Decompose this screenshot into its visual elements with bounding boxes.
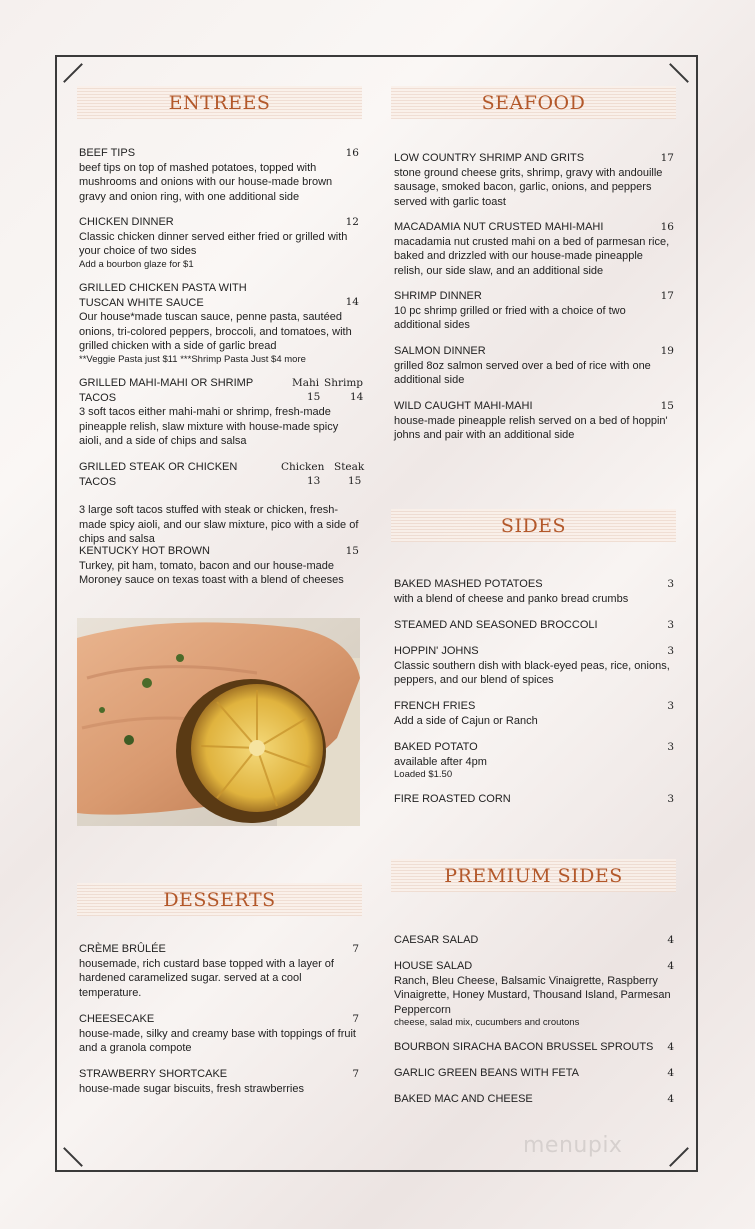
menu-item — [79, 544, 361, 588]
item-name: GRILLED MAHI-MAHI OR SHRIMP TACOS — [79, 377, 253, 404]
menu-item — [394, 792, 675, 807]
item-name: SHRIMP DINNER — [394, 290, 482, 302]
menu-item — [394, 220, 675, 278]
item-name: BAKED POTATO — [394, 741, 478, 753]
item-price: 17 — [660, 152, 674, 164]
menu-item — [79, 1067, 359, 1096]
item-description: house-made sugar biscuits, fresh strawberries — [79, 1082, 304, 1095]
item-note: Add a bourbon glaze for $1 — [79, 258, 194, 270]
option-label: Chicken — [281, 461, 325, 473]
menu-item — [394, 577, 675, 606]
menu-item — [79, 376, 364, 449]
sides-heading: SIDES — [391, 509, 676, 542]
menu-item — [394, 699, 675, 728]
item-name: SALMON DINNER — [394, 345, 486, 357]
item-name: GRILLED STEAK OR CHICKEN TACOS — [79, 461, 238, 488]
item-price: 4 — [667, 1093, 674, 1105]
item-price: 15 — [345, 545, 359, 557]
item-price: 15 — [660, 400, 674, 412]
menu-item — [79, 146, 359, 204]
item-price: 15 — [307, 391, 321, 403]
item-name: CHICKEN DINNER — [79, 216, 174, 228]
item-description: Ranch, Bleu Cheese, Balsamic Vinaigrette, Raspberry Vinaigrette, Honey Mustard, Thousand Island, Parmesan Peppercorn — [394, 974, 671, 1016]
item-price: 14 — [345, 296, 359, 308]
item-name: MACADAMIA NUT CRUSTED MAHI-MAHI — [394, 221, 604, 233]
option-label: Steak — [334, 461, 365, 473]
item-name: GARLIC GREEN BEANS WITH FETA — [394, 1067, 579, 1079]
item-description: house-made pineapple relish served on a bed of hoppin' johns and pair with an additional side — [394, 414, 668, 442]
menu-item — [394, 959, 675, 1029]
menu-item — [394, 1092, 675, 1107]
item-description: stone ground cheese grits, shrimp, gravy with andouille sausage, smoked bacon, garlic, onions, and peppers served with garlic toast — [394, 166, 663, 208]
item-name: WILD CAUGHT MAHI-MAHI — [394, 400, 533, 412]
item-note: **Veggie Pasta just $11 ***Shrimp Pasta Just $4 more — [79, 353, 306, 365]
item-name: CHEESECAKE — [79, 1013, 155, 1025]
item-price: 3 — [667, 700, 674, 712]
menu-item — [394, 344, 675, 388]
item-name: BOURBON SIRACHA BACON BRUSSEL SPROUTS — [394, 1041, 654, 1053]
item-description: house-made, silky and creamy base with toppings of fruit and a granola compote — [79, 1027, 356, 1055]
item-price: 16 — [345, 147, 359, 159]
item-name: STRAWBERRY SHORTCAKE — [79, 1068, 228, 1080]
item-description: available after 4pm — [394, 755, 487, 768]
item-price: 3 — [667, 578, 674, 590]
item-price: 4 — [667, 1041, 674, 1053]
item-price: 19 — [660, 345, 674, 357]
desserts-heading: DESSERTS — [77, 883, 362, 916]
item-name: HOUSE SALAD — [394, 960, 473, 972]
item-price: 4 — [667, 934, 674, 946]
item-description: housemade, rich custard base topped with a layer of hardened caramelized sugar. served at a cool temperature. — [79, 957, 334, 999]
option-label: Shrimp — [324, 377, 364, 389]
item-name: BAKED MASHED POTATOES — [394, 578, 543, 590]
item-description: grilled 8oz salmon served over a bed of rice with one additional side — [394, 359, 651, 387]
salmon-dish-photo — [77, 618, 360, 826]
item-name: LOW COUNTRY SHRIMP AND GRITS — [394, 152, 585, 164]
item-price: 3 — [667, 645, 674, 657]
item-description: 3 soft tacos either mahi-mahi or shrimp, fresh-made pineapple relish, slaw mixture with house-made spicy aioli, and a side of chips and salsa — [79, 406, 339, 448]
item-price: 14 — [350, 391, 364, 403]
item-name: BEEF TIPS — [79, 147, 136, 159]
menu-item — [394, 644, 675, 688]
item-description: Our house*made tuscan sauce, penne pasta, sautéed onions, tri-colored peppers, broccoli, and tomatoes, with grilled chicken with a side of garlic bread — [79, 311, 352, 353]
item-description: Add a side of Cajun or Ranch — [394, 714, 538, 727]
menu-item — [79, 942, 359, 1000]
menu-item — [394, 289, 675, 333]
menu-item — [394, 740, 675, 781]
premium-sides-heading: PREMIUM SIDES — [391, 859, 676, 892]
item-description: 3 large soft tacos stuffed with steak or chicken, fresh-made spicy aioli, and our slaw mixture, pico with a side of chips and salsa — [79, 504, 359, 546]
item-price: 3 — [667, 619, 674, 631]
menu-item — [394, 1066, 675, 1081]
item-price: 15 — [348, 475, 362, 487]
option-label: Mahi — [292, 377, 320, 389]
item-price: 7 — [352, 943, 359, 955]
item-name: CRÈME BRÛLÉE — [79, 943, 166, 955]
item-name: BAKED MAC AND CHEESE — [394, 1093, 533, 1105]
item-description: Classic chicken dinner served either fried or grilled with your choice of two sides — [79, 230, 348, 258]
item-description: macadamia nut crusted mahi on a bed of parmesan rice, baked and drizzled with our house-made pineapple relish, our side slaw, and an additional side — [394, 235, 670, 277]
item-name: FRENCH FRIES — [394, 700, 476, 712]
item-name: CAESAR SALAD — [394, 934, 479, 946]
item-name: KENTUCKY HOT BROWN — [79, 545, 210, 557]
item-description: Classic southern dish with black-eyed peas, rice, onions, peppers, and our blend of spices — [394, 659, 670, 687]
menu-item — [79, 1012, 359, 1056]
menu-item — [79, 281, 359, 366]
seafood-heading: SEAFOOD — [391, 86, 676, 119]
item-note: cheese, salad mix, cucumbers and croutons — [394, 1017, 580, 1029]
item-note: Loaded $1.50 — [394, 769, 453, 781]
menupix-watermark: menupix — [523, 1133, 623, 1158]
item-price: 12 — [345, 216, 359, 228]
item-description: 10 pc shrimp grilled or fried with a choice of two additional sides — [394, 304, 626, 332]
menu-item — [394, 151, 675, 209]
menu-item — [394, 399, 675, 443]
item-price: 17 — [660, 290, 674, 302]
item-name: HOPPIN' JOHNS — [394, 645, 479, 657]
item-description: beef tips on top of mashed potatoes, topped with mushrooms and onions with our house-made brown gravy and onion ring, with one additional side — [79, 161, 333, 203]
item-name: FIRE ROASTED CORN — [394, 793, 511, 805]
item-description: Turkey, pit ham, tomato, bacon and our house-made Moroney sauce on texas toast with a blend of cheeses — [79, 559, 344, 587]
item-name: STEAMED AND SEASONED BROCCOLI — [394, 619, 598, 631]
item-price: 16 — [660, 221, 674, 233]
menu-item — [394, 618, 675, 633]
menu-item — [394, 1040, 675, 1055]
entrees-heading: ENTREES — [77, 86, 362, 119]
item-price: 3 — [667, 793, 674, 805]
item-price: 4 — [667, 1067, 674, 1079]
item-price: 13 — [307, 475, 321, 487]
menu-item — [79, 215, 359, 271]
menu-item — [79, 460, 365, 547]
menu-item — [394, 933, 675, 948]
item-price: 3 — [667, 741, 674, 753]
item-description: with a blend of cheese and panko bread crumbs — [394, 592, 629, 605]
item-price: 7 — [352, 1013, 359, 1025]
item-price: 4 — [667, 960, 674, 972]
item-name: GRILLED CHICKEN PASTA WITH TUSCAN WHITE SAUCE — [79, 282, 247, 309]
item-price: 7 — [352, 1068, 359, 1080]
